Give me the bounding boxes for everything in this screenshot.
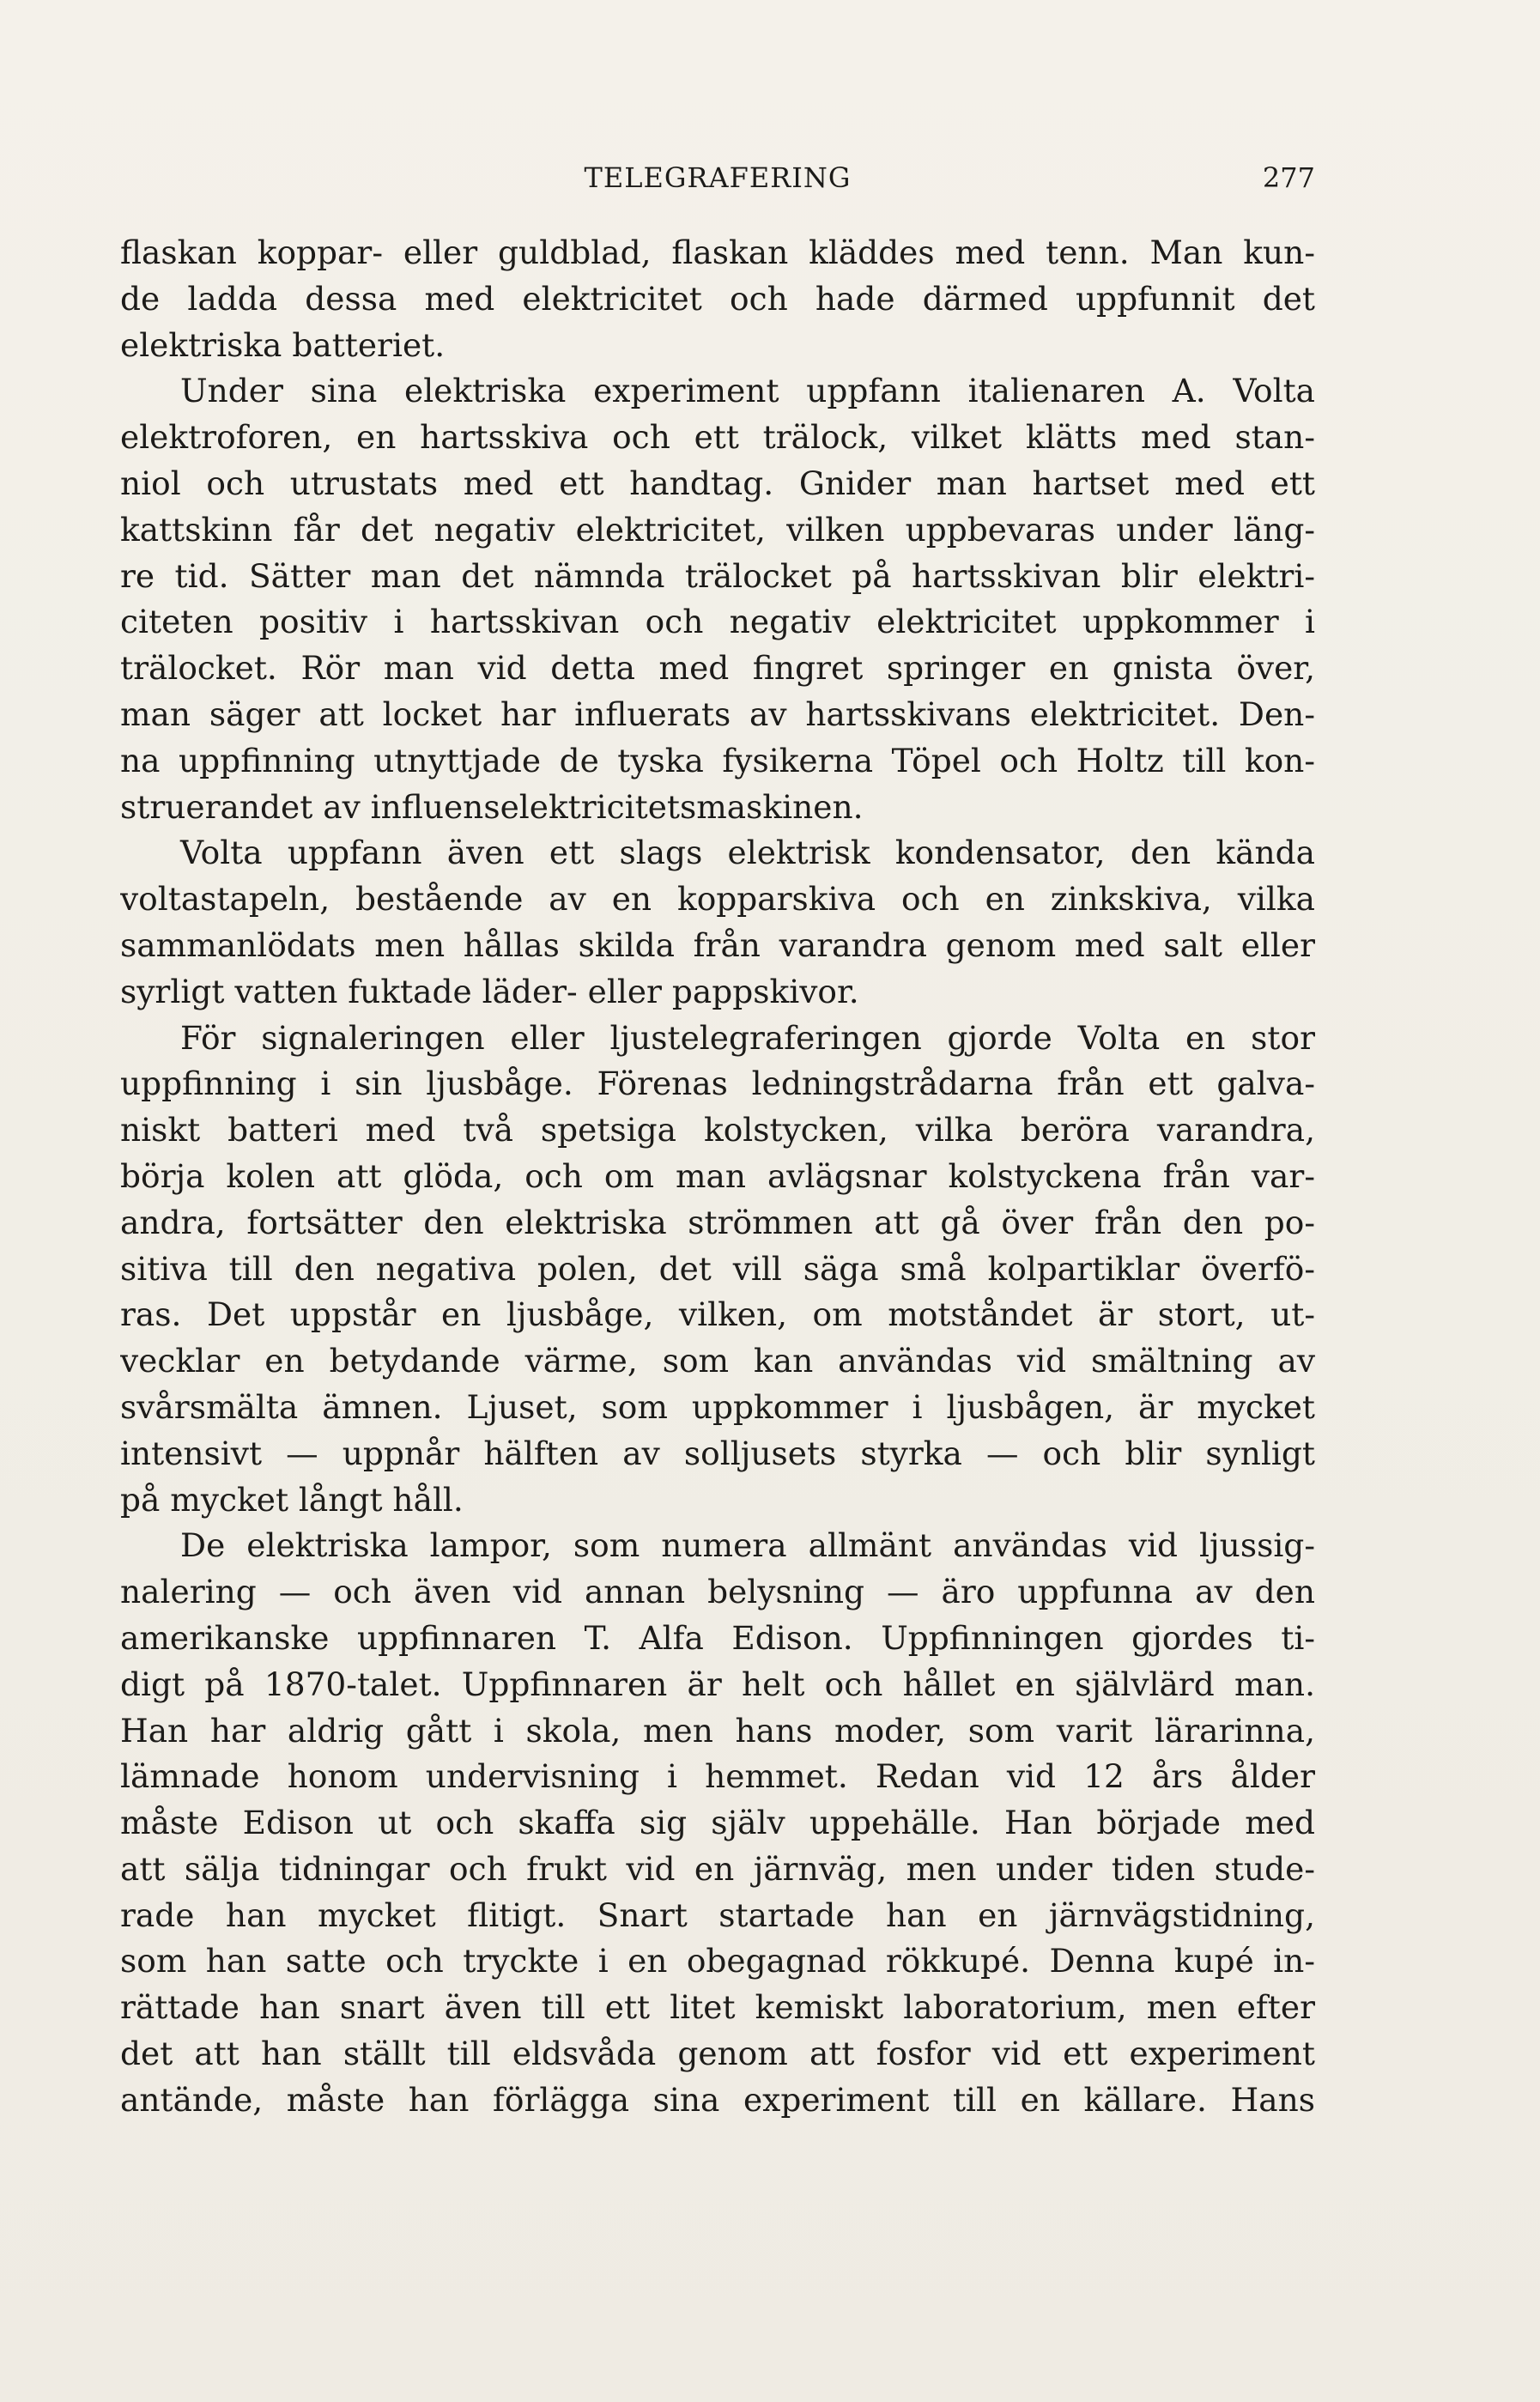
- text-line: voltastapeln, bestående av en kopparskiva och en zinkskiva, vilka: [120, 880, 1315, 919]
- text-line: digt på 1870-talet. Uppfinnaren är helt och hållet en självlärd man.: [120, 1665, 1315, 1703]
- text-line: trälocket. Rör man vid detta med fingret springer en gnista över,: [120, 649, 1315, 688]
- text-line: na uppfinning utnyttjade de tyska fysikerna Töpel och Holtz till kon-: [120, 741, 1315, 779]
- text-line: antände, måste han förlägga sina experiment till en källare. Hans: [120, 2080, 1315, 2119]
- body-text: [120, 230, 1315, 2124]
- text-line: uppfinning i sin ljusbåge. Förenas ledningstrådarna från ett galva-: [120, 1065, 1315, 1103]
- text-line: rade han mycket flitigt. Snart startade han en järnvägstidning,: [120, 1896, 1315, 1934]
- text-line: niol och utrustats med ett handtag. Gnider man hartset med ett: [120, 464, 1315, 502]
- paragraph-2: [120, 368, 1315, 830]
- text-line: re tid. Sätter man det nämnda trälocket på hartsskivan blir elektri-: [120, 556, 1315, 595]
- text-line: lämnade honom undervisning i hemmet. Redan vid 12 års ålder: [120, 1757, 1315, 1796]
- text-line: Han har aldrig gått i skola, men hans moder, som varit lärarinna,: [120, 1711, 1315, 1750]
- text-line: de ladda dessa med elektricitet och hade därmed uppfunnit det: [120, 279, 1315, 318]
- text-line: som han satte och tryckte i en obegagnad rökkupé. Denna kupé in-: [120, 1942, 1315, 1980]
- text-line: intensivt — uppnår hälften av solljusets styrka — och blir synligt: [120, 1434, 1315, 1472]
- text-line: att sälja tidningar och frukt vid en järnväg, men under tiden stude-: [120, 1849, 1315, 1888]
- running-header: [120, 161, 1315, 204]
- text-line: måste Edison ut och skaffa sig själv uppehälle. Han började med: [120, 1804, 1315, 1842]
- text-line: elektroforen, en hartsskiva och ett trälock, vilket klätts med stan-: [120, 418, 1315, 457]
- text-line: citeten positiv i hartsskivan och negativ elektricitet uppkommer i: [120, 603, 1315, 641]
- text-line: andra, fortsätter den elektriska strömmen att gå över från den po-: [120, 1203, 1315, 1241]
- text-line: man säger att locket har influerats av hartsskivans elektricitet. Den-: [120, 695, 1315, 733]
- text-line: rättade han snart även till ett litet kemiskt laboratorium, men efter: [120, 1988, 1315, 2027]
- text-line: på mycket långt håll.: [120, 1480, 464, 1519]
- text-line: sitiva till den negativa polen, det vill säga små kolpartiklar överfö-: [120, 1249, 1315, 1288]
- text-line: Volta uppfann även ett slags elektrisk kondensator, den kända: [180, 834, 1315, 872]
- text-line: vecklar en betydande värme, som kan användas vid smältning av: [120, 1342, 1315, 1380]
- running-title: TELEGRAFERING: [584, 161, 852, 194]
- text-line: nalering — och även vid annan belysning — äro uppfunna av den: [120, 1573, 1315, 1611]
- text-line: niskt batteri med två spetsiga kolstycken, vilka beröra varandra,: [120, 1111, 1315, 1149]
- text-line: ras. Det uppstår en ljusbåge, vilken, om motståndet är stort, ut-: [120, 1295, 1315, 1334]
- text-line: börja kolen att glöda, och om man avlägsnar kolstyckena från var-: [120, 1156, 1315, 1195]
- text-line: sammanlödats men hållas skilda från varandra genom med salt eller: [120, 925, 1315, 964]
- text-line: syrligt vatten fuktade läder- eller pappskivor.: [120, 972, 859, 1010]
- paragraph-4: [120, 1016, 1315, 1524]
- text-line: elektriska batteriet.: [120, 325, 446, 364]
- text-line: De elektriska lampor, som numera allmänt användas vid ljussig-: [180, 1526, 1315, 1565]
- page-number: 277: [1262, 161, 1315, 194]
- text-line: flaskan koppar- eller guldblad, flaskan kläddes med tenn. Man kun-: [120, 234, 1315, 271]
- text-line: kattskinn får det negativ elektricitet, vilken uppbevaras under läng-: [120, 510, 1315, 549]
- text-line: amerikanske uppfinnaren T. Alfa Edison. Uppfinningen gjordes ti-: [120, 1618, 1315, 1657]
- text-line: Under sina elektriska experiment uppfann italienaren A. Volta: [180, 372, 1315, 410]
- paragraph-1: [120, 230, 1315, 368]
- text-line: svårsmälta ämnen. Ljuset, som uppkommer i ljusbågen, är mycket: [120, 1387, 1315, 1426]
- paragraph-3: [120, 830, 1315, 1015]
- paragraph-5: [120, 1523, 1315, 2123]
- text-line: struerandet av influenselektricitetsmaskinen.: [120, 787, 864, 826]
- text-line: För signaleringen eller ljustelegraferingen gjorde Volta en stor: [180, 1018, 1315, 1057]
- text-line: det att han ställt till eldsvåda genom att fosfor vid ett experiment: [120, 2035, 1315, 2073]
